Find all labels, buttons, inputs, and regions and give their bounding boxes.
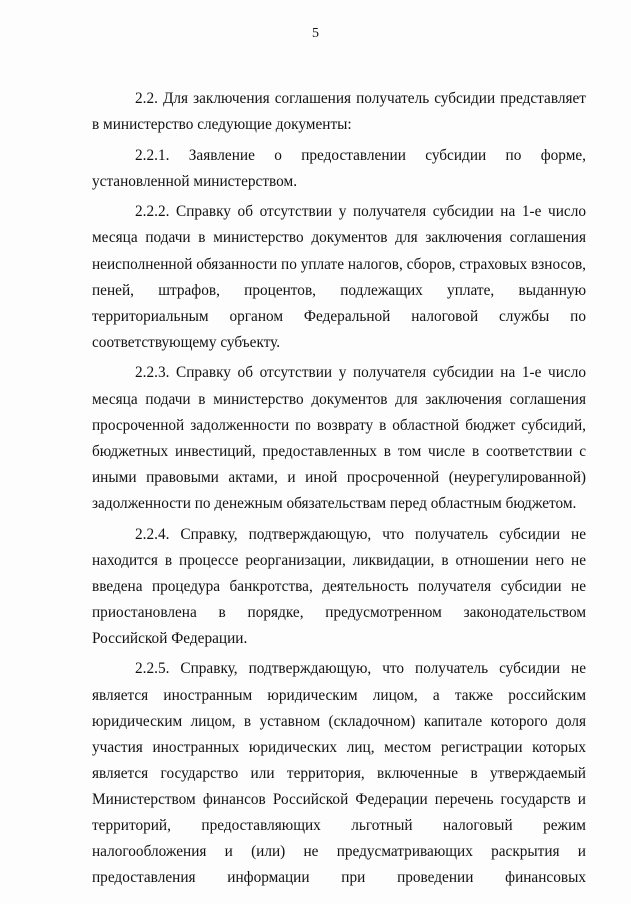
paragraph-2-2-4: 2.2.4. Справку, подтверждающую, что получатель субсидии не находится в процессе реорганизации, ликвидации, в отношении него не введена процедура банкротства, деятельность получателя субсидии не приостановлена в порядке, предусмотренном законодательством Российской Федерации.: [92, 525, 586, 647]
document-body: [92, 86, 586, 891]
paragraph-2-2-2: 2.2.2. Справку об отсутствии у получателя субсидии на 1-е число месяца подачи в министерство документов для заключения соглашения неисполненной обязанности по уплате налогов, сборов, страховых взносов, пеней, штрафов, процентов, подлежащих уплате, выданную территориальным органом Федеральной налоговой службы по соответствующему субъекту.: [92, 203, 586, 351]
paragraph-2-2-1: 2.2.1. Заявление о предоставлении субсидии по форме, установленной министерством.: [92, 146, 586, 190]
paragraph-2-2-5: 2.2.5. Справку, подтверждающую, что получатель субсидии не является иностранным юридическим лицом, а также российским юридическим лицом, в уставном (складочном) капитале которого доля участия иностранных юридических лиц, местом регистрации которых является государство или территория, включенные в утверждаемый Министерством финансов Российской Федерации перечень государств и территорий, предоставляющих льготный налоговый режим налогообложения и (или) не предусматривающих раскрытия и предоставления информации при проведении финансовых: [92, 660, 586, 887]
paragraph-2-2-3: 2.2.3. Справку об отсутствии у получателя субсидии на 1-е число месяца подачи в министерство документов для заключения соглашения просроченной задолженности по возврату в областной бюджет субсидий, бюджетных инвестиций, предоставленных в том числе в соответствии с иными правовыми актами, и иной просроченной (неурегулированной) задолженности по денежным обязательствам перед областным бюджетом.: [92, 364, 586, 512]
paragraph-2-2: 2.2. Для заключения соглашения получатель субсидии представляет в министерство следующие документы:: [92, 90, 586, 134]
page-number: 5: [312, 26, 319, 41]
